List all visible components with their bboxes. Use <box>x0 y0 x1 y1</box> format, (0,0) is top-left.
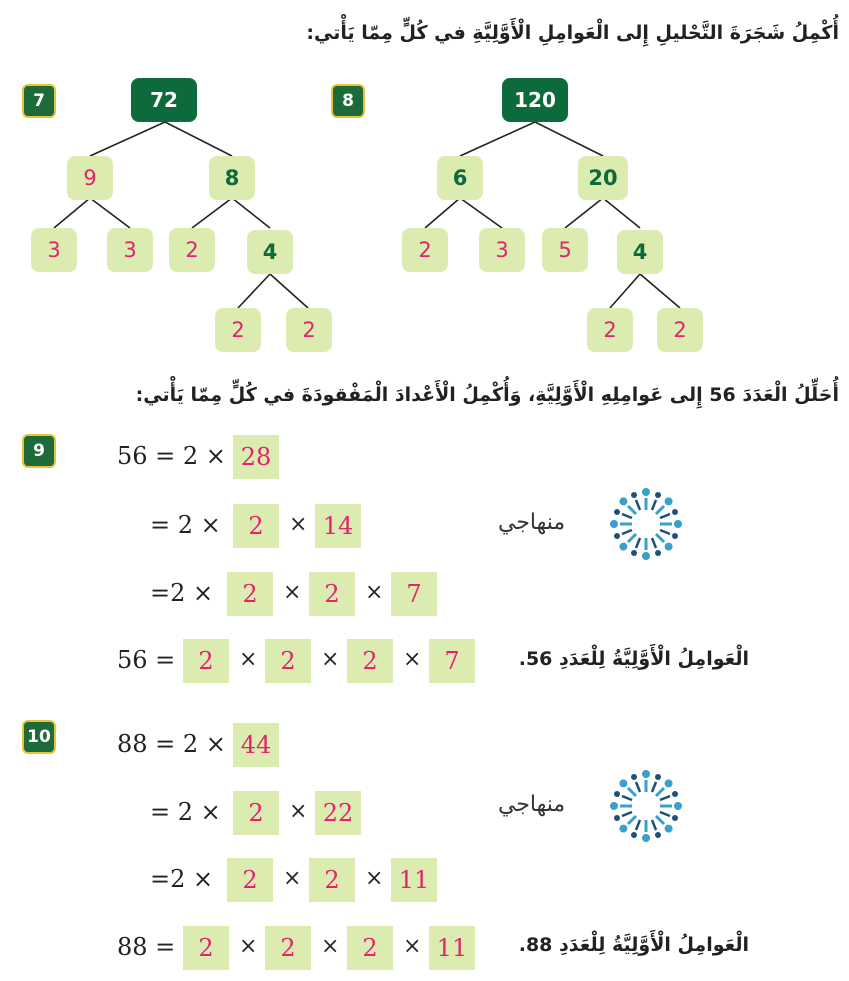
q10-line3-times-2: × <box>365 866 384 891</box>
q10-line2-box-1: 2 <box>233 791 279 835</box>
q9-line3-box-2: 2 <box>309 572 355 616</box>
q10-line4-box-2: 2 <box>265 926 311 970</box>
q10-line4-times-2: × <box>321 934 340 959</box>
q9-line3-times-2: × <box>365 580 384 605</box>
q10-line4-box-1: 2 <box>183 926 229 970</box>
q10-line3-times-1: × <box>283 866 302 891</box>
q10-line1-box: 44 <box>233 723 279 767</box>
q10-line3-prefix: =2 × <box>150 865 214 893</box>
tree7-node-right: 8 <box>209 156 255 200</box>
q9-line4-box-4: 7 <box>429 639 475 683</box>
question-badge-8: 8 <box>333 86 363 116</box>
tree8-node-rl: 5 <box>542 228 588 272</box>
q9-line1-box: 28 <box>233 435 279 479</box>
tree7-node-rl: 2 <box>169 228 215 272</box>
tree7-node-rrl: 2 <box>215 308 261 352</box>
watermark-text: منهاجي <box>498 510 566 535</box>
q10-line3-box-3: 11 <box>391 858 437 902</box>
q10-line3-box-2: 2 <box>309 858 355 902</box>
tree8-root: 120 <box>502 78 568 122</box>
section2-heading: أُحَلِّلُ الْعَدَدَ 56 إِلى عَوامِلِهِ الْأَوَّلِيَّةِ، وَأُكْمِلُ الْأَعْدادَ الْمَفْقودَةَ في كُلٍّ مِمّا يَأْتي: <box>135 384 839 406</box>
q9-line4-box-1: 2 <box>183 639 229 683</box>
q10-line4-box-3: 2 <box>347 926 393 970</box>
tree7-root: 72 <box>131 78 197 122</box>
q9-line4-box-2: 2 <box>265 639 311 683</box>
q10-line4-box-4: 11 <box>429 926 475 970</box>
q9-line4-prefix: 56 = <box>117 646 176 674</box>
manhaji-logo-icon <box>604 482 688 566</box>
q10-line4-times-1: × <box>239 934 258 959</box>
q10-line2-times: × <box>289 799 308 824</box>
q10-line4-times-3: × <box>403 934 422 959</box>
q10-line1-prefix: 88 = 2 × <box>117 730 226 758</box>
tree7-node-rrr: 2 <box>286 308 332 352</box>
q9-line3-box-1: 2 <box>227 572 273 616</box>
q10-line4-prefix: 88 = <box>117 933 176 961</box>
watermark-text: منهاجي <box>498 792 566 817</box>
question-badge-10: 10 <box>24 722 54 752</box>
tree8-node-ll: 2 <box>402 228 448 272</box>
q10-factors-label: الْعَوامِلُ الْأَوَّلِيَّةُ لِلْعَدَدِ 88. <box>518 934 749 956</box>
section1-heading: أُكْمِلُ شَجَرَةَ التَّحْليلِ إِلى الْعَوامِلِ الْأَوَّلِيَّةِ في كُلٍّ مِمّا يَأْتي: <box>306 22 839 44</box>
q9-line3-box-3: 7 <box>391 572 437 616</box>
question-badge-9: 9 <box>24 436 54 466</box>
q10-line3-box-1: 2 <box>227 858 273 902</box>
q9-line4-times-3: × <box>403 647 422 672</box>
q9-line3-times-1: × <box>283 580 302 605</box>
tree7-node-ll: 3 <box>31 228 77 272</box>
q9-line2-prefix: = 2 × <box>150 511 221 539</box>
q9-line2-box-2: 14 <box>315 504 361 548</box>
q9-line1-prefix: 56 = 2 × <box>117 442 226 470</box>
q10-line2-box-2: 22 <box>315 791 361 835</box>
q9-line4-times-2: × <box>321 647 340 672</box>
q9-line4-times-1: × <box>239 647 258 672</box>
q9-line2-box-1: 2 <box>233 504 279 548</box>
q9-line2-times: × <box>289 512 308 537</box>
q10-line2-prefix: = 2 × <box>150 798 221 826</box>
tree8-node-rrr: 2 <box>657 308 703 352</box>
tree7-node-lr: 3 <box>107 228 153 272</box>
tree7-node-left: 9 <box>67 156 113 200</box>
tree7-node-rr: 4 <box>247 230 293 274</box>
tree8-node-left: 6 <box>437 156 483 200</box>
tree8-node-lr: 3 <box>479 228 525 272</box>
tree8-node-rrl: 2 <box>587 308 633 352</box>
q9-line4-box-3: 2 <box>347 639 393 683</box>
manhaji-logo-icon <box>604 764 688 848</box>
q9-line3-prefix: =2 × <box>150 579 214 607</box>
q9-factors-label: الْعَوامِلُ الْأَوَّلِيَّةُ لِلْعَدَدِ 56. <box>518 648 749 670</box>
tree8-node-right: 20 <box>578 156 628 200</box>
tree8-node-rr: 4 <box>617 230 663 274</box>
question-badge-7: 7 <box>24 86 54 116</box>
